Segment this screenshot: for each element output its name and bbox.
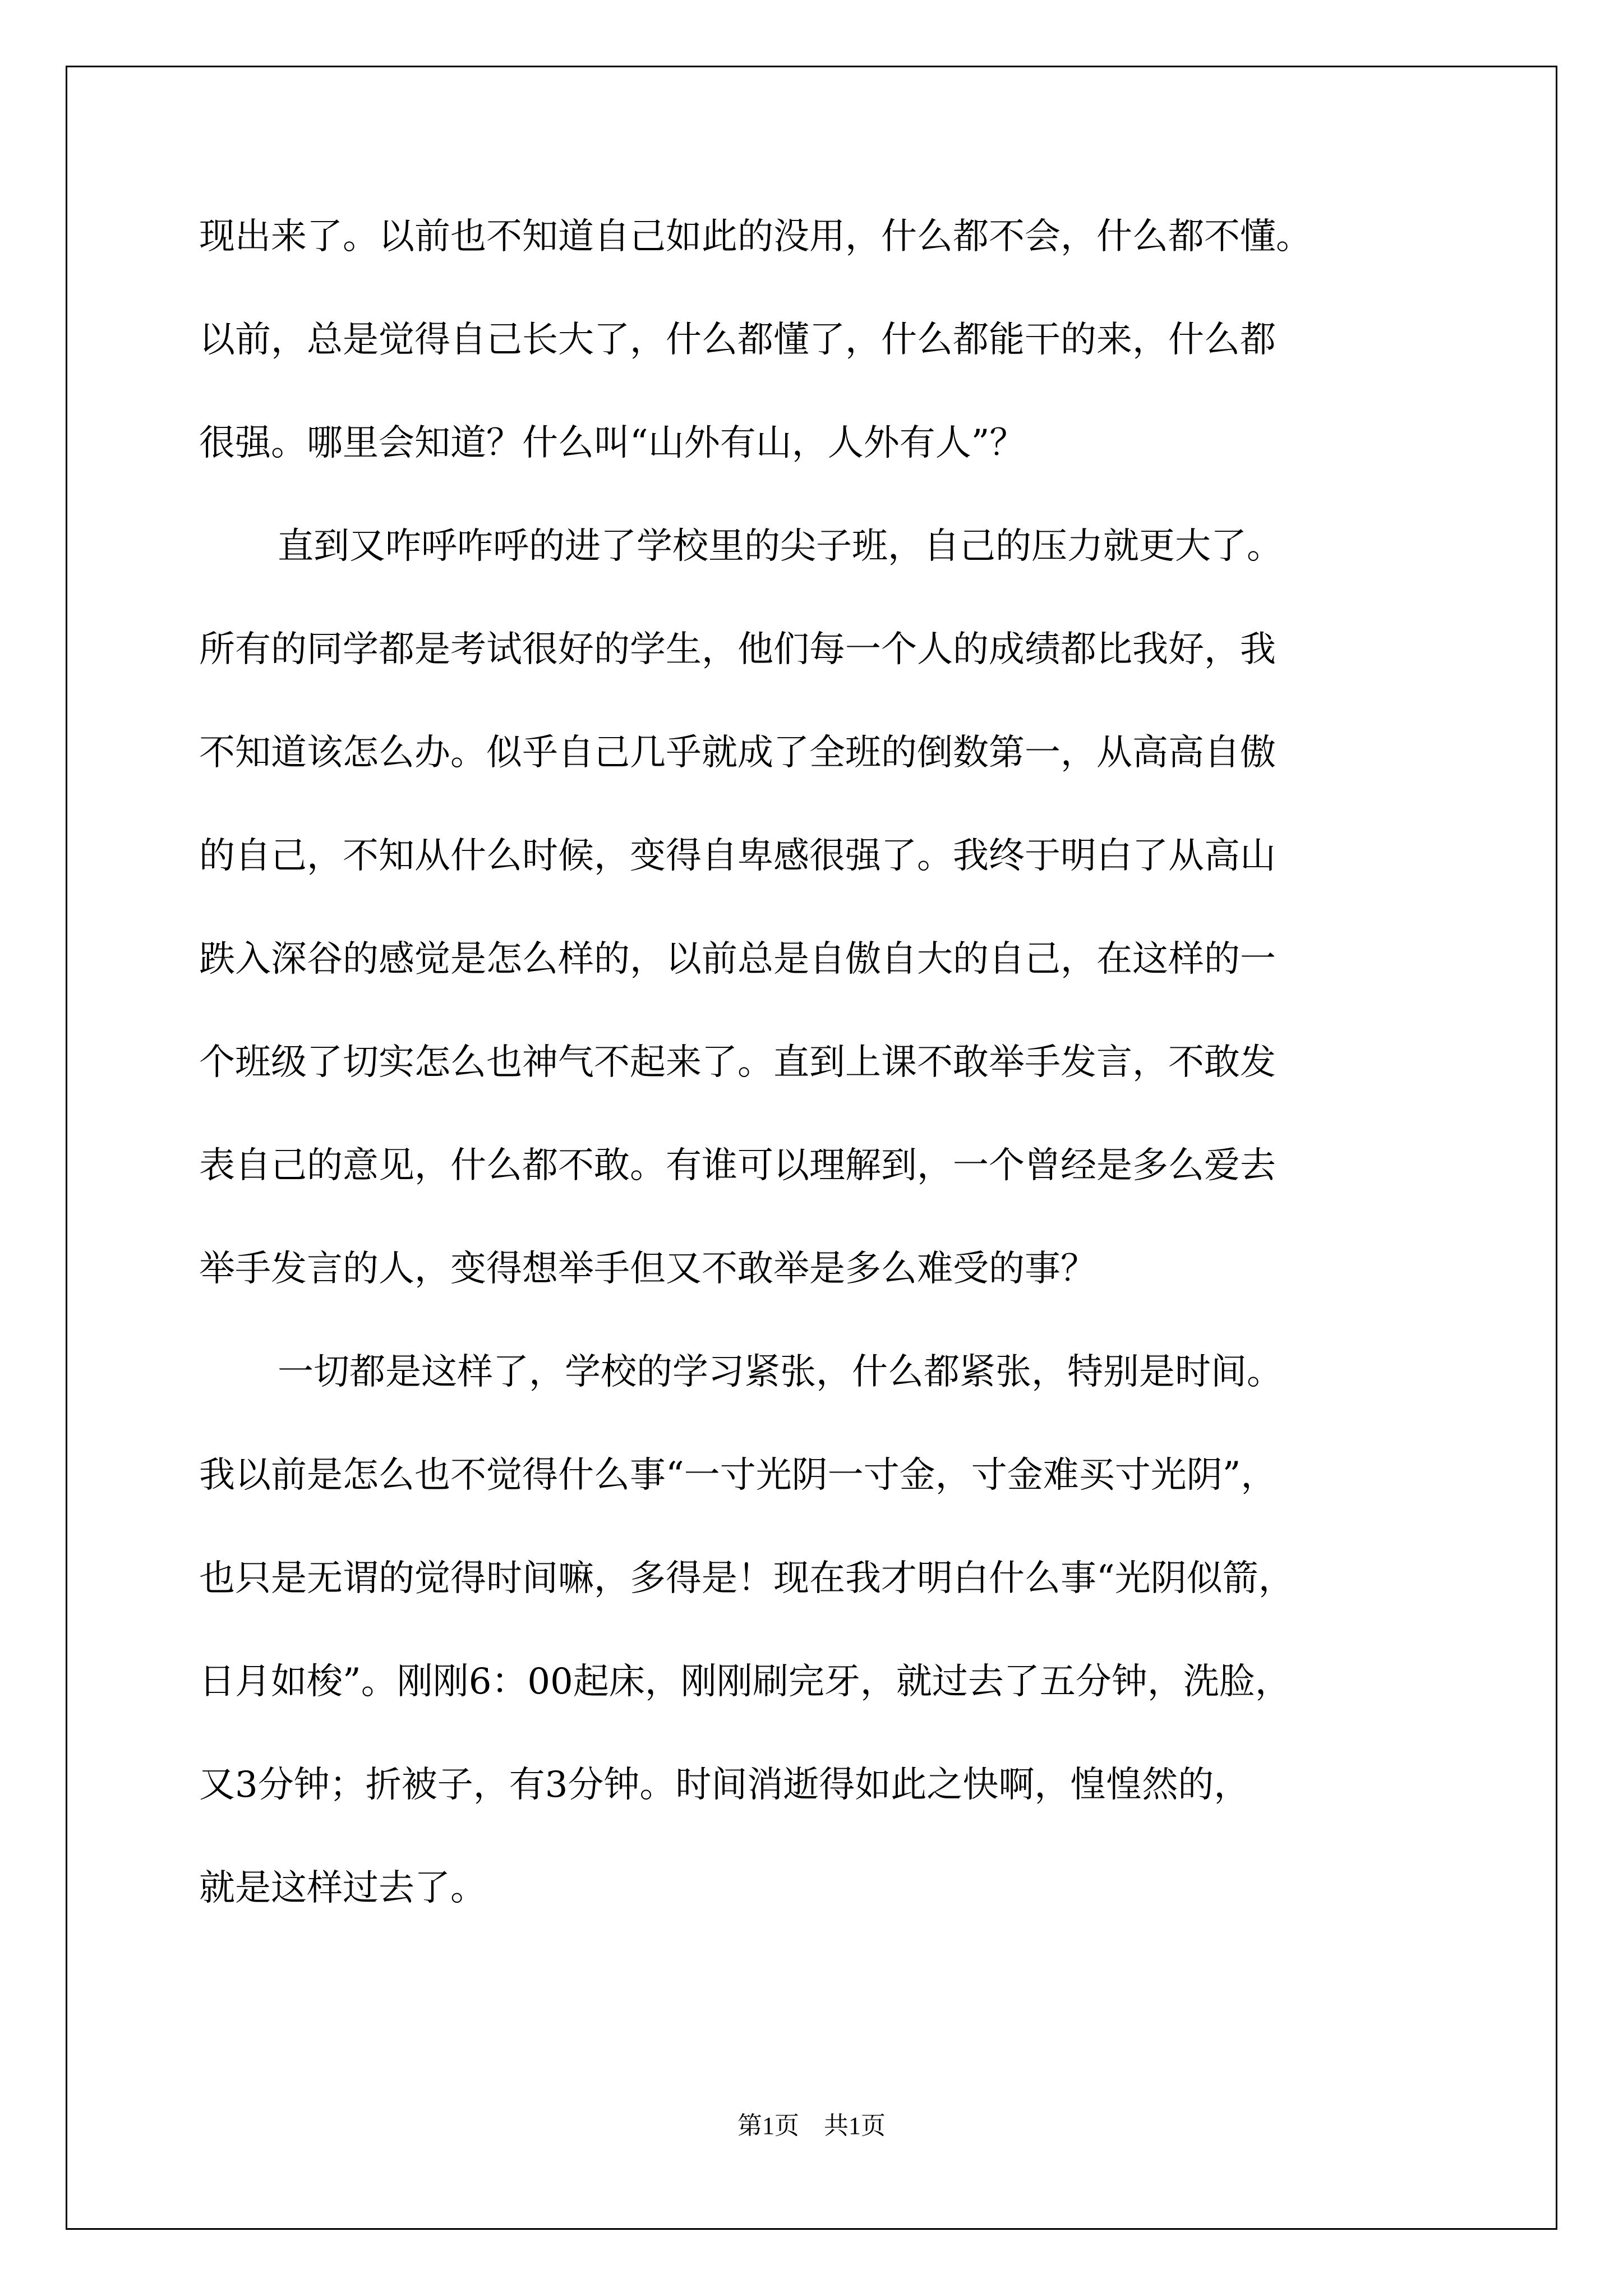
text-line: 现出来了。以前也不知道自己如此的没用，什么都不会，什么都不懂。 bbox=[199, 216, 1312, 257]
text-line: 不知道该怎么办。似乎自己几乎就成了全班的倒数第一，从高高自傲 bbox=[199, 732, 1276, 774]
text-line: 举手发言的人，变得想举手但又不敢举是多么难受的事？ bbox=[199, 1248, 1096, 1290]
text-line: 以前，总是觉得自己长大了，什么都懂了，什么都能干的来，什么都 bbox=[199, 319, 1276, 361]
text-line: 日月如梭”。刚刚6：00起床，刚刚刷完牙，就过去了五分钟，洗脸， bbox=[199, 1661, 1291, 1703]
text-line: 很强。哪里会知道？什么叫“山外有山，人外有人”？ bbox=[199, 422, 1026, 464]
document-body bbox=[199, 208, 1433, 1962]
text-line: 的自己，不知从什么时候，变得自卑感很强了。我终于明白了从高山 bbox=[199, 835, 1276, 877]
text-line: 我以前是怎么也不觉得什么事“一寸光阴一寸金，寸金难买寸光阴”， bbox=[199, 1455, 1277, 1496]
text-line: 表自己的意见，什么都不敢。有谁可以理解到，一个曾经是多么爱去 bbox=[199, 1145, 1276, 1186]
text-line: 就是这样过去了。 bbox=[199, 1867, 486, 1909]
paragraph-start-line: 一切都是这样了，学校的学习紧张，什么都紧张，特别是时间。 bbox=[278, 1351, 1283, 1393]
text-line: 又3分钟；折被子，有3分钟。时间消逝得如此之快啊，惶惶然的， bbox=[199, 1764, 1250, 1806]
paragraph-start-line: 直到又咋呼咋呼的进了学校里的尖子班，自己的压力就更大了。 bbox=[278, 526, 1283, 567]
page-number-footer: 第1页 共1页 bbox=[737, 2112, 886, 2139]
text-line: 也只是无谓的觉得时间嘛，多得是！现在我才明白什么事“光阴似箭， bbox=[199, 1558, 1294, 1599]
text-line: 跌入深谷的感觉是怎么样的，以前总是自傲自大的自己，在这样的一 bbox=[199, 938, 1276, 980]
text-line: 所有的同学都是考试很好的学生，他们每一个人的成绩都比我好，我 bbox=[199, 629, 1276, 670]
text-line: 个班级了切实怎么也神气不起来了。直到上课不敢举手发言，不敢发 bbox=[199, 1042, 1276, 1083]
